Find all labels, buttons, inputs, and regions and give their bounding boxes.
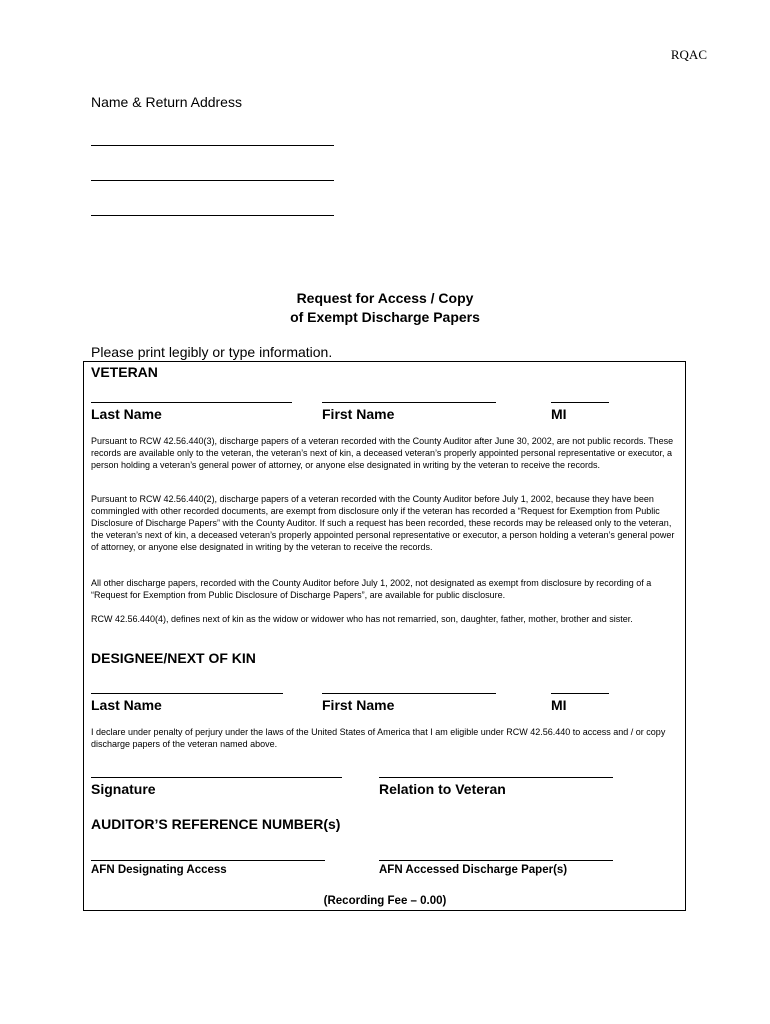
designee-heading: DESIGNEE/NEXT OF KIN bbox=[91, 650, 256, 666]
afn-accessed-line[interactable] bbox=[379, 860, 613, 861]
signature-label: Signature bbox=[91, 781, 156, 797]
designee-last-name-line[interactable] bbox=[91, 693, 283, 694]
relation-line[interactable] bbox=[379, 777, 613, 778]
designee-mi-label: MI bbox=[551, 697, 567, 713]
form-title-line-2: of Exempt Discharge Papers bbox=[290, 309, 480, 325]
veteran-last-name-label: Last Name bbox=[91, 406, 162, 422]
paragraph-post-2002: Pursuant to RCW 42.56.440(3), discharge papers of a veteran recorded with the County Auditor after June 30, 2002, are not public records. These records are available only to the veteran, the veteran’s next of kin, a deceased veteran’s properly appointed personal representative or executor, a person holding a veteran’s general power of attorney, or anyone else designated in writing by the veteran to receive the records. bbox=[91, 436, 674, 470]
designee-mi-line[interactable] bbox=[551, 693, 609, 694]
form-code: RQAC bbox=[670, 47, 707, 62]
return-address-line-2[interactable] bbox=[91, 180, 334, 181]
veteran-first-name-label: First Name bbox=[322, 406, 395, 422]
return-address-label: Name & Return Address bbox=[91, 94, 242, 110]
return-address-line-1[interactable] bbox=[91, 145, 334, 146]
signature-line[interactable] bbox=[91, 777, 342, 778]
recording-fee: (Recording Fee – 0.00) bbox=[323, 895, 447, 907]
paragraph-public-disclosure: All other discharge papers, recorded with the County Auditor before July 1, 2002, not designated as exempt from disclosure by recording of a “Request for Exemption from Public Disclosure of Discharge Papers”, are available for public disclosure. bbox=[91, 578, 652, 600]
veteran-first-name-line[interactable] bbox=[322, 402, 496, 403]
afn-accessed-label: AFN Accessed Discharge Paper(s) bbox=[379, 864, 568, 876]
veteran-last-name-line[interactable] bbox=[91, 402, 292, 403]
designee-last-name-label: Last Name bbox=[91, 697, 162, 713]
return-address-line-3[interactable] bbox=[91, 215, 334, 216]
declaration-text: I declare under penalty of perjury under the laws of the United States of America that I am eligible under RCW 42.56.440 to access and / or copy discharge papers of the veteran named above. bbox=[91, 727, 666, 749]
paragraph-next-of-kin: RCW 42.56.440(4), defines next of kin as the widow or widower who has not remarried, son, daughter, father, mother, brother and sister. bbox=[91, 614, 633, 624]
veteran-heading: VETERAN bbox=[91, 364, 158, 380]
auditor-heading: AUDITOR’S REFERENCE NUMBER(s) bbox=[91, 816, 341, 832]
relation-label: Relation to Veteran bbox=[379, 781, 506, 797]
designee-first-name-line[interactable] bbox=[322, 693, 496, 694]
veteran-mi-line[interactable] bbox=[551, 402, 609, 403]
afn-designating-label: AFN Designating Access bbox=[91, 864, 227, 876]
form-title-line-1: Request for Access / Copy bbox=[296, 290, 474, 306]
instructions: Please print legibly or type information. bbox=[91, 344, 333, 360]
designee-first-name-label: First Name bbox=[322, 697, 395, 713]
paragraph-pre-2002: Pursuant to RCW 42.56.440(2), discharge papers of a veteran recorded with the County Auditor before July 1, 2002, because they have been commingled with other recorded documents, are exempt from disclosure only if the veteran has recorded a “Request for Exemption from Public Disclosure of Discharge Papers” with the County Auditor. If such a request has been recorded, these records may be released only to the veteran, the veteran’s next of kin, a deceased veteran’s properly appointed personal representative or executor, a person holding a veteran’s general power of attorney, or anyone else designated in writing by the veteran to receive the records. bbox=[91, 494, 675, 552]
afn-designating-line[interactable] bbox=[91, 860, 325, 861]
veteran-mi-label: MI bbox=[551, 406, 567, 422]
